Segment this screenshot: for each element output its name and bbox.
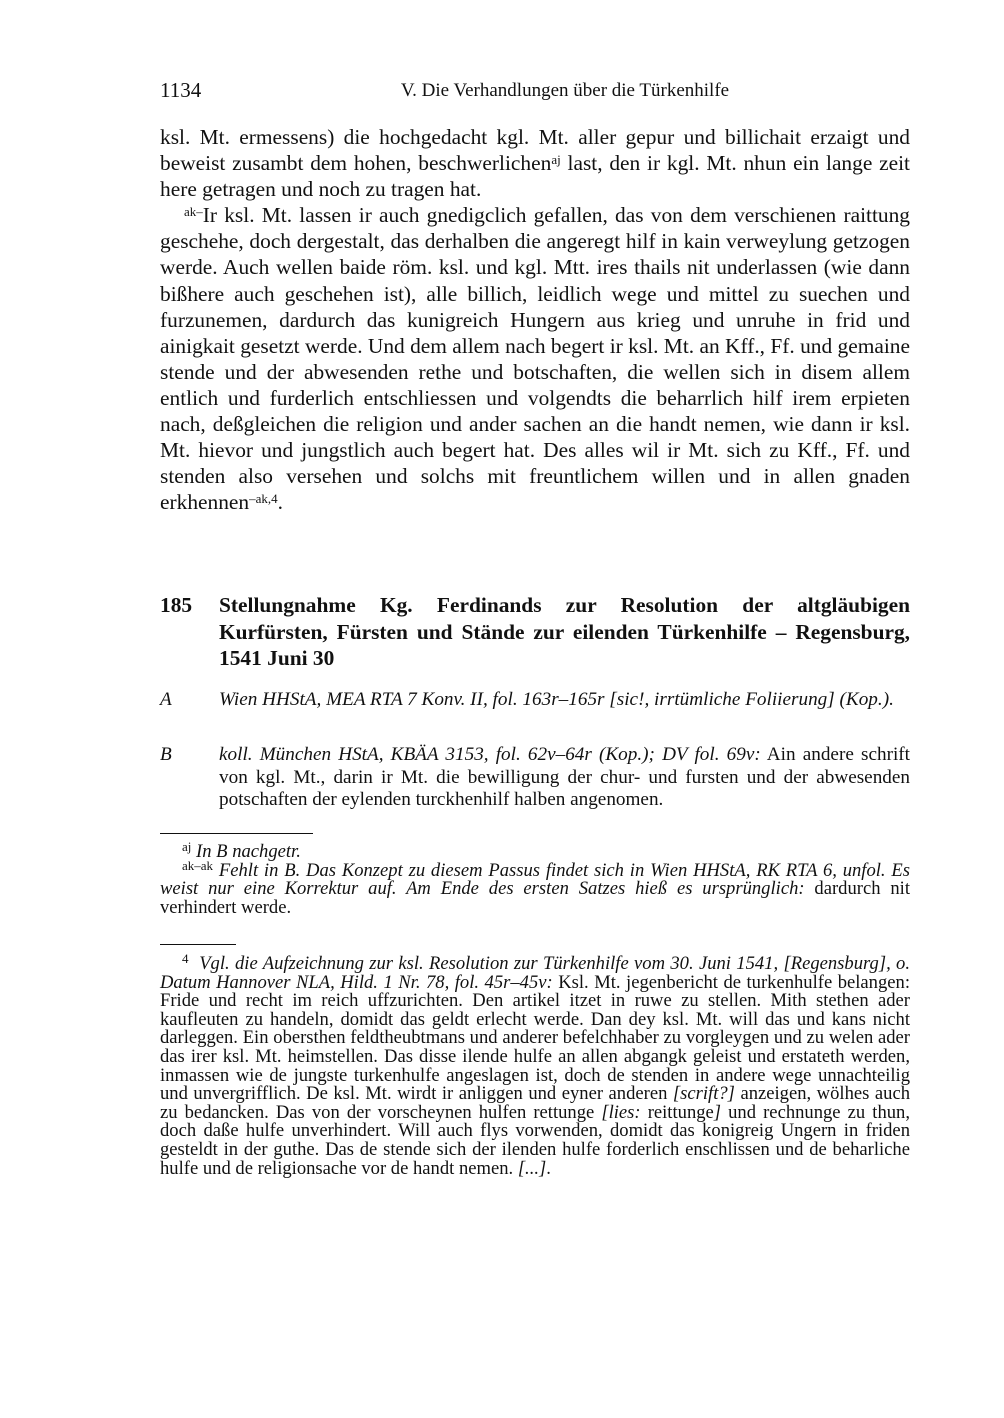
source-entry-a: A Wien HHStA, MEA RTA 7 Konv. II, fol. 163r–165r [sic!, irrtümliche Foliierung] (Kop.).: [160, 689, 894, 710]
source-entry-b: B koll. München HStA, KBÄA 3153, fol. 62v–64r (Kop.); DV fol. 69v: Ain andere schrift von kgl. Mt., darin ir Mt. die bewilligung der chur- und fursten und der abwesenden potschaften der eylenden turckhenhilf halben angenomen.: [160, 744, 911, 810]
textual-note-aj: $^{aj}$ In B nachgetr.: [182, 839, 301, 862]
running-title: V. Die Verhandlungen über die Türkenhilfe: [400, 80, 730, 101]
note-mark-aj: aj: [551, 152, 561, 168]
source-siglum: B: [160, 744, 172, 765]
source-siglum: A: [160, 689, 172, 710]
page-number: 1134: [160, 78, 202, 102]
footnotes-rule: [160, 944, 236, 945]
paragraph-1: ksl. Mt. ermessens) die hochgedacht kgl. Mt. aller gepur und billichait erzaigt und beweist zusambt dem hohen, beschwerlichen$^{aj}$ last, den ir kgl. Mt. nhun ein lange zeit here getragen und noch zu tragen hat.: [160, 125, 910, 202]
document-heading: [160, 592, 910, 672]
note-mark-ak-open: ak–: [184, 204, 203, 220]
note-mark-ak-close: –ak,4: [249, 491, 278, 507]
textual-notes-rule: [160, 833, 313, 834]
main-text: [160, 124, 910, 515]
paragraph-2: $^{ak-}$Ir ksl. Mt. lassen ir auch gnedigclich gefallen, das von dem verschienen raittung geschehe, doch dergestalt, das derhalben die angeregt hilf in kain verweylung getzogen werde. Auch wellen baide röm. ksl. und kgl. Mtt. ires thails nit underlassen (wie dann bißhere auch geschehen ist), alle billich, leidlich wege und mittel zu suechen und furzunemen, dardurch das kunigreich Hungern aus krieg und unruhe in frid und ainigkait gesetzt werde. Und dem allem nach begert ir ksl. Mt. an Kff., Ff. und gemaine stende und der abwesenden rethe und botschaften, die wellen sich in disem allem entlich und furderlich entschliessen und volgendts die beharrlich hilf irem erpieten nach, deßgleichen die religion und ander sachen an die handt nemen, wie dann ir ksl. Mt. hievor und jungstlich auch begert hat. Des alles wil ir Mt. sich zu Kff., Ff. und stenden also versehen und solchs mit freuntlichem willen und in allen gnaden erkhennen$^{-ak,4}$.: [160, 203, 910, 515]
document-number: 185: [160, 593, 193, 617]
footnote-mark: 4: [182, 951, 189, 966]
textual-note-ak: $^{ak-ak}$ Fehlt in B. Das Konzept zu diesem Passus findet sich in Wien HHStA, RK RTA 6, unfol. Es weist nur eine Korrektur auf. Am Ende des ersten Satzes hieß es ursprünglich: dardurch nit verhindert werde.: [160, 857, 910, 918]
footnote-4: $^4$ Vgl. die Aufzeichnung zur ksl. Resolution zur Türkenhilfe vom 30. Juni 1541, [Regensburg], o. Datum Hannover NLA, Hild. 1 Nr. 78, fol. 45r–45v: Ksl. Mt. jegenbericht de turkenhulfe belangen: Fride und recht im reich uffzurichten. Den artikel itzet in ruwe zu stellen. Mith stethen ader kaufleuten zu handeln, domidt das geldt erlecht werde. Dan dey ksl. Mt. will das und kans nicht darleggen. Ein obersthen feldtheubtmans und anderer befelchhaber zu vorgleygen und zu welen ader das irer ksl. Mt. heimstellen. Das disse ilende hulfe an allen abgangk geleist und erstateth werden, inmassen wie de jungste turkenhulfe angeslagen ist, doch de stenden in andere wege unnachteilig und unvergrifflich. De ksl. Mt. wirdt ir anliggen und eyner anderen [scrift?] anzeigen, wölhes auch zu bedancken. Das von der vorscheynen hulfen rettunge [lies: reittunge] und rechnunge zu thun, doch daße hulfe unverhindert. Will auch flys vorwenden, domidt das konigreig Ungern in friden gesteldt in der guthe. Das de stende sich der ilenden hulfe forderlich enschlissen und de beharliche hulfe und de religionsache vor de handt nemen. [...].: [160, 951, 911, 1179]
page-header: [160, 78, 910, 106]
document-title: Stellungnahme Kg. Ferdinands zur Resolution der altgläubigen Kurfürsten, Fürsten und Stände zur eilenden Türkenhilfe – Regensburg, 1541 Juni 30: [219, 593, 910, 670]
footnotes: [160, 951, 911, 1179]
textual-notes: [160, 839, 910, 918]
